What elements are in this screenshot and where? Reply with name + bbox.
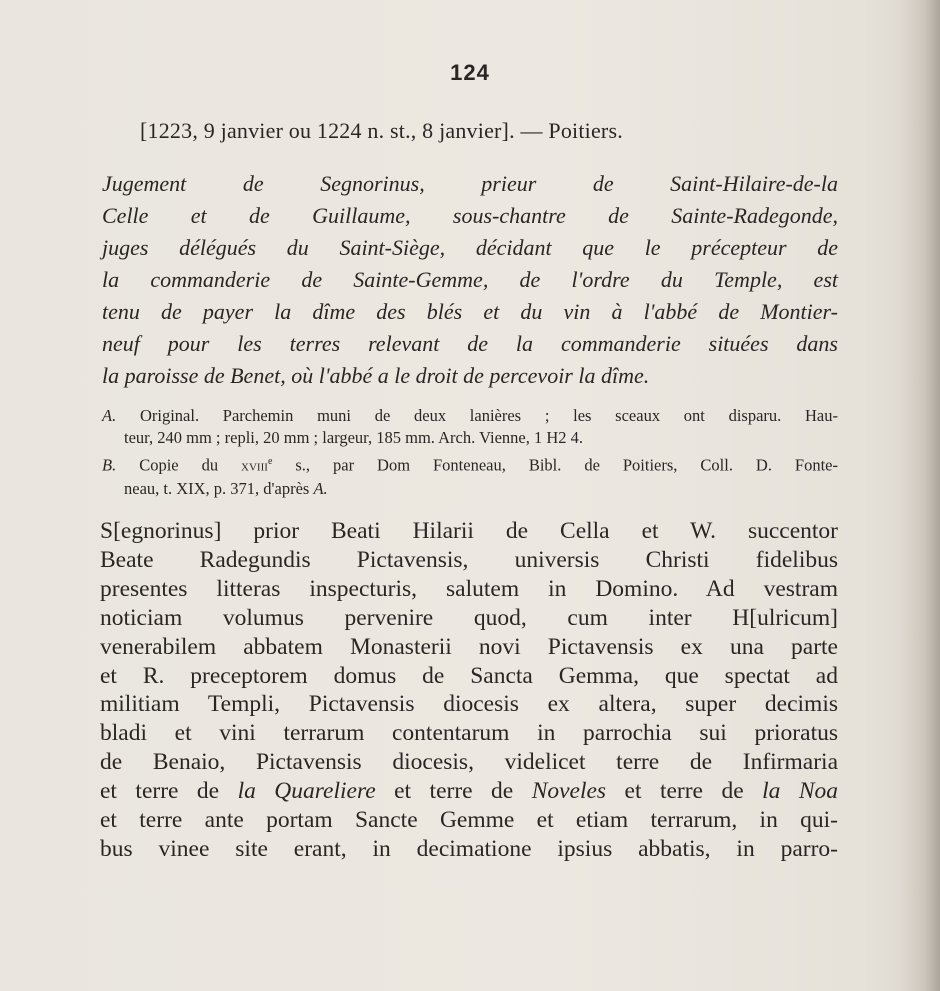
apparatus-text: neau, t. XIX, p. 371, d'après bbox=[124, 478, 314, 498]
summary-line: tenu de payer la dîme des blés et du vin à l'abbé de Montier- bbox=[102, 299, 838, 324]
apparatus-text: s., par Dom Fonteneau, Bibl. de Poitiers, Coll. D. Fonte- bbox=[272, 455, 838, 475]
text-run: et terre de bbox=[375, 778, 532, 805]
charter-text bbox=[100, 517, 838, 864]
siglum-ref: A. bbox=[313, 478, 328, 498]
text-run: et terre de bbox=[606, 778, 763, 805]
place-name: Noveles bbox=[531, 778, 607, 805]
critical-apparatus bbox=[102, 405, 838, 502]
charter-summary bbox=[102, 168, 838, 392]
summary-line: juges délégués du Saint-Siège, décidant que le précepteur de bbox=[102, 235, 838, 260]
text-line: et terre ante portam Sancte Gemme et etiam terrarum, in qui- bbox=[100, 807, 838, 834]
apparatus-entry-b bbox=[102, 451, 838, 500]
text-line: et R. preceptorem domus de Sancta Gemma, que spectat ad bbox=[100, 662, 838, 689]
summary-line: neuf pour les terres relevant de la commanderie situées dans bbox=[102, 331, 838, 356]
text-line: venerabilem abbatem Monasterii novi Pictavensis ex una parte bbox=[100, 633, 838, 660]
book-spine-shadow bbox=[900, 0, 940, 991]
apparatus-text: Copie du bbox=[139, 455, 242, 475]
apparatus-line bbox=[102, 451, 838, 478]
charter-dateline: [1223, 9 janvier ou 1224 n. st., 8 janvier]. — Poitiers. bbox=[140, 118, 623, 143]
text-line: bus vinee site erant, in decimatione ipsius abbatis, in parro- bbox=[100, 835, 838, 862]
summary-line: la commanderie de Sainte-Gemme, de l'ordre du Temple, est bbox=[102, 267, 838, 292]
text-line: de Benaio, Pictavensis diocesis, videlicet terre de Infirmaria bbox=[100, 749, 838, 776]
siglum: B. bbox=[102, 455, 117, 475]
century-numeral: xviii bbox=[241, 457, 268, 475]
text-line: bladi et vini terrarum contentarum in parrochia sui prioratus bbox=[100, 720, 838, 747]
text-line: Beate Radegundis Pictavensis, universis Christi fidelibus bbox=[100, 546, 838, 573]
text-line bbox=[100, 777, 838, 806]
place-name: la Noa bbox=[762, 778, 839, 805]
siglum: A. bbox=[102, 406, 117, 425]
apparatus-line: teur, 240 mm ; repli, 20 mm ; largeur, 185 mm. Arch. Vienne, 1 H2 4. bbox=[124, 428, 584, 447]
text-line: militiam Templi, Pictavensis diocesis ex altera, super decimis bbox=[100, 691, 838, 718]
text-line: noticiam volumus pervenire quod, cum inter H[ulricum] bbox=[100, 604, 838, 631]
text-run: et terre de bbox=[100, 778, 238, 805]
page-number: 124 bbox=[450, 60, 490, 85]
place-name: la Quareliere bbox=[237, 778, 376, 805]
apparatus-entry-a bbox=[102, 405, 838, 449]
apparatus-text: Original. Parchemin muni de deux lanières ; les sceaux ont disparu. Hau- bbox=[139, 406, 839, 425]
text-line: S[egnorinus] prior Beati Hilarii de Cella et W. succentor bbox=[100, 518, 838, 544]
text-line: presentes litteras inspecturis, salutem in Domino. Ad vestram bbox=[100, 575, 838, 602]
summary-line: Jugement de Segnorinus, prieur de Saint-Hilaire-de-la bbox=[102, 171, 838, 196]
apparatus-line bbox=[102, 405, 838, 427]
summary-line: la paroisse de Benet, où l'abbé a le droit de percevoir la dîme. bbox=[102, 363, 650, 388]
apparatus-line bbox=[102, 478, 838, 500]
summary-line: Celle et de Guillaume, sous-chantre de Sainte-Radegonde, bbox=[102, 203, 838, 228]
century-superscript: e bbox=[267, 456, 273, 467]
